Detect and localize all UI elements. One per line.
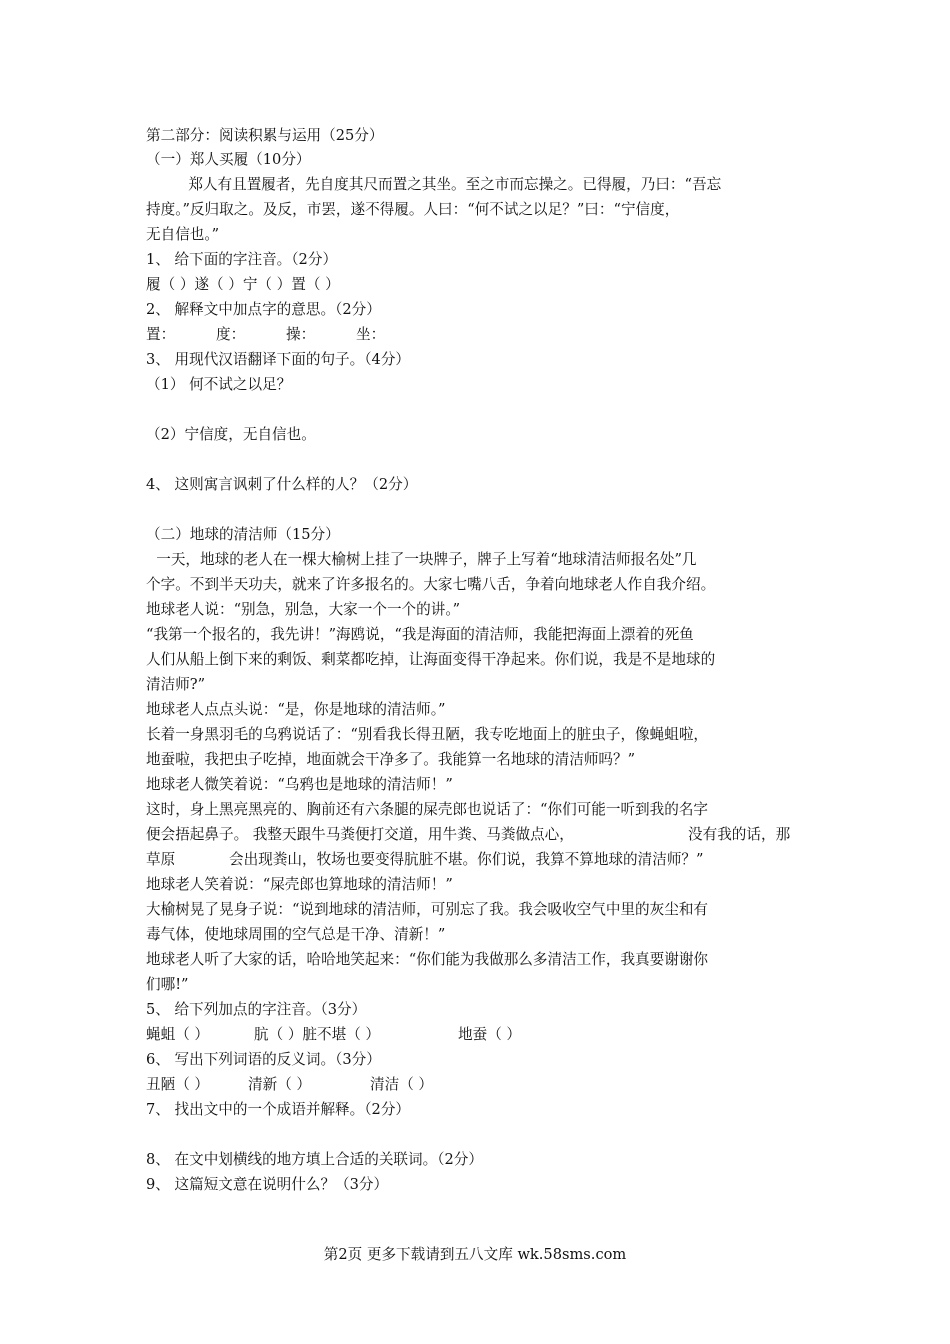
page-footer: 第2页 更多下载请到五八文库 wk.58sms.com: [323, 1246, 627, 1263]
part2-p10-line-1: 地球老人听了大家的话，哈哈地笑起来：“你们能为我做那么多清洁工作，我真要谢谢你: [146, 951, 709, 968]
q5-item-2: 肮（ ）脏不堪（ ）: [254, 1026, 381, 1043]
part2-p5-line-2: 地蚕啦，我把虫子吃掉，地面就会干净多了。我能算一名地球的清洁师吗？”: [146, 751, 636, 768]
question-3-b: （2）宁信度，无自信也。: [146, 426, 316, 443]
question-2: 2、 解释文中加点字的意思。（2分）: [146, 301, 381, 318]
part2-p9-line-2: 毒气体，使地球周围的空气总是干净、清新！”: [146, 926, 446, 943]
question-9: 9、 这篇短文意在说明什么？（3分）: [146, 1176, 389, 1193]
part2-p7-line-2b: 没有我的话，那: [688, 826, 791, 843]
part1-passage-line-2: 持度。”反归取之。及反，市罢，遂不得履。人曰：“何不试之以足？”曰：“宁信度，: [146, 201, 680, 218]
part2-p7-line-2a: 便会捂起鼻子。 我整天跟牛马粪便打交道，用牛粪、马粪做点心，: [146, 826, 574, 843]
part2-p8: 地球老人笑着说：“屎壳郎也算地球的清洁师！”: [146, 876, 453, 893]
part2-p3-line-3: 清洁师?”: [146, 676, 206, 693]
part2-p2: 地球老人说：“别急，别急，大家一个一个的讲。”: [146, 601, 461, 618]
part1-heading: （一）郑人买履（10分）: [146, 151, 311, 168]
question-7: 7、 找出文中的一个成语并解释。（2分）: [146, 1101, 411, 1118]
q2-item-zhi: 置：: [146, 326, 176, 343]
part2-heading: （二）地球的清洁师（15分）: [146, 526, 340, 543]
q6-item-3: 清洁（ ）: [370, 1076, 434, 1093]
q6-item-2: 清新（ ）: [248, 1076, 312, 1093]
part2-p3-line-2: 人们从船上倒下来的剩饭、剩菜都吃掉，让海面变得干净起来。你们说，我是不是地球的: [146, 651, 716, 668]
part2-p6: 地球老人微笑着说：“乌鸦也是地球的清洁师！”: [146, 776, 453, 793]
part2-p7-line-3b: 会出现粪山，牧场也要变得肮脏不堪。你们说，我算不算地球的清洁师？”: [229, 851, 704, 868]
q5-item-1: 蝇蛆（ ）: [146, 1026, 210, 1043]
part2-p10-line-2: 们哪!”: [146, 976, 189, 993]
part2-p1-line-1: 一天，地球的老人在一棵大榆树上挂了一块牌子，牌子上写着“地球清洁师报名处”几: [156, 551, 697, 568]
question-3-a: （1） 何不试之以足？: [146, 376, 292, 393]
question-1-items: 履（ ）遂（ ）宁（ ）置（ ）: [146, 276, 340, 293]
q5-item-3: 地蚕（ ）: [458, 1026, 522, 1043]
part2-p7-line-1: 这时，身上黑亮黑亮的、胸前还有六条腿的屎壳郎也说话了：“你们可能一听到我的名字: [146, 801, 709, 818]
question-5: 5、 给下列加点的字注音。（3分）: [146, 1001, 367, 1018]
question-8: 8、 在文中划横线的地方填上合适的关联词。（2分）: [146, 1151, 483, 1168]
part2-p1-line-2: 个字。不到半天功夫，就来了许多报名的。大家七嘴八舌，争着向地球老人作自我介绍。: [146, 576, 716, 593]
part1-passage-line-3: 无自信也。”: [146, 226, 220, 243]
question-1: 1、 给下面的字注音。（2分）: [146, 251, 338, 268]
section-title: 第二部分：阅读积累与运用（25分）: [146, 127, 384, 144]
question-3: 3、 用现代汉语翻译下面的句子。（4分）: [146, 351, 411, 368]
q6-item-1: 丑陋（ ）: [146, 1076, 210, 1093]
part1-passage-line-1: 郑人有且置履者，先自度其尺而置之其坐。至之市而忘操之。已得履，乃曰：“吾忘: [188, 176, 722, 193]
q2-item-du: 度：: [216, 326, 246, 343]
part2-p9-line-1: 大榆树晃了晃身子说：“说到地球的清洁师，可别忘了我。我会吸收空气中里的灰尘和有: [146, 901, 709, 918]
q2-item-cao: 操：: [286, 326, 316, 343]
part2-p4: 地球老人点点头说：“是，你是地球的清洁师。”: [146, 701, 446, 718]
question-6: 6、 写出下列词语的反义词。（3分）: [146, 1051, 381, 1068]
question-4: 4、 这则寓言讽刺了什么样的人？（2分）: [146, 476, 418, 493]
part2-p5-line-1: 长着一身黑羽毛的乌鸦说话了：“别看我长得丑陋，我专吃地面上的脏虫子，像蝇蛆啦，: [146, 726, 709, 743]
part2-p3-line-1: “我第一个报名的，我先讲！”海鸥说，“我是海面的清洁师，我能把海面上漂着的死鱼: [146, 626, 694, 643]
part2-p7-line-3a: 草原: [146, 851, 176, 868]
q2-item-zuo: 坐：: [356, 326, 386, 343]
